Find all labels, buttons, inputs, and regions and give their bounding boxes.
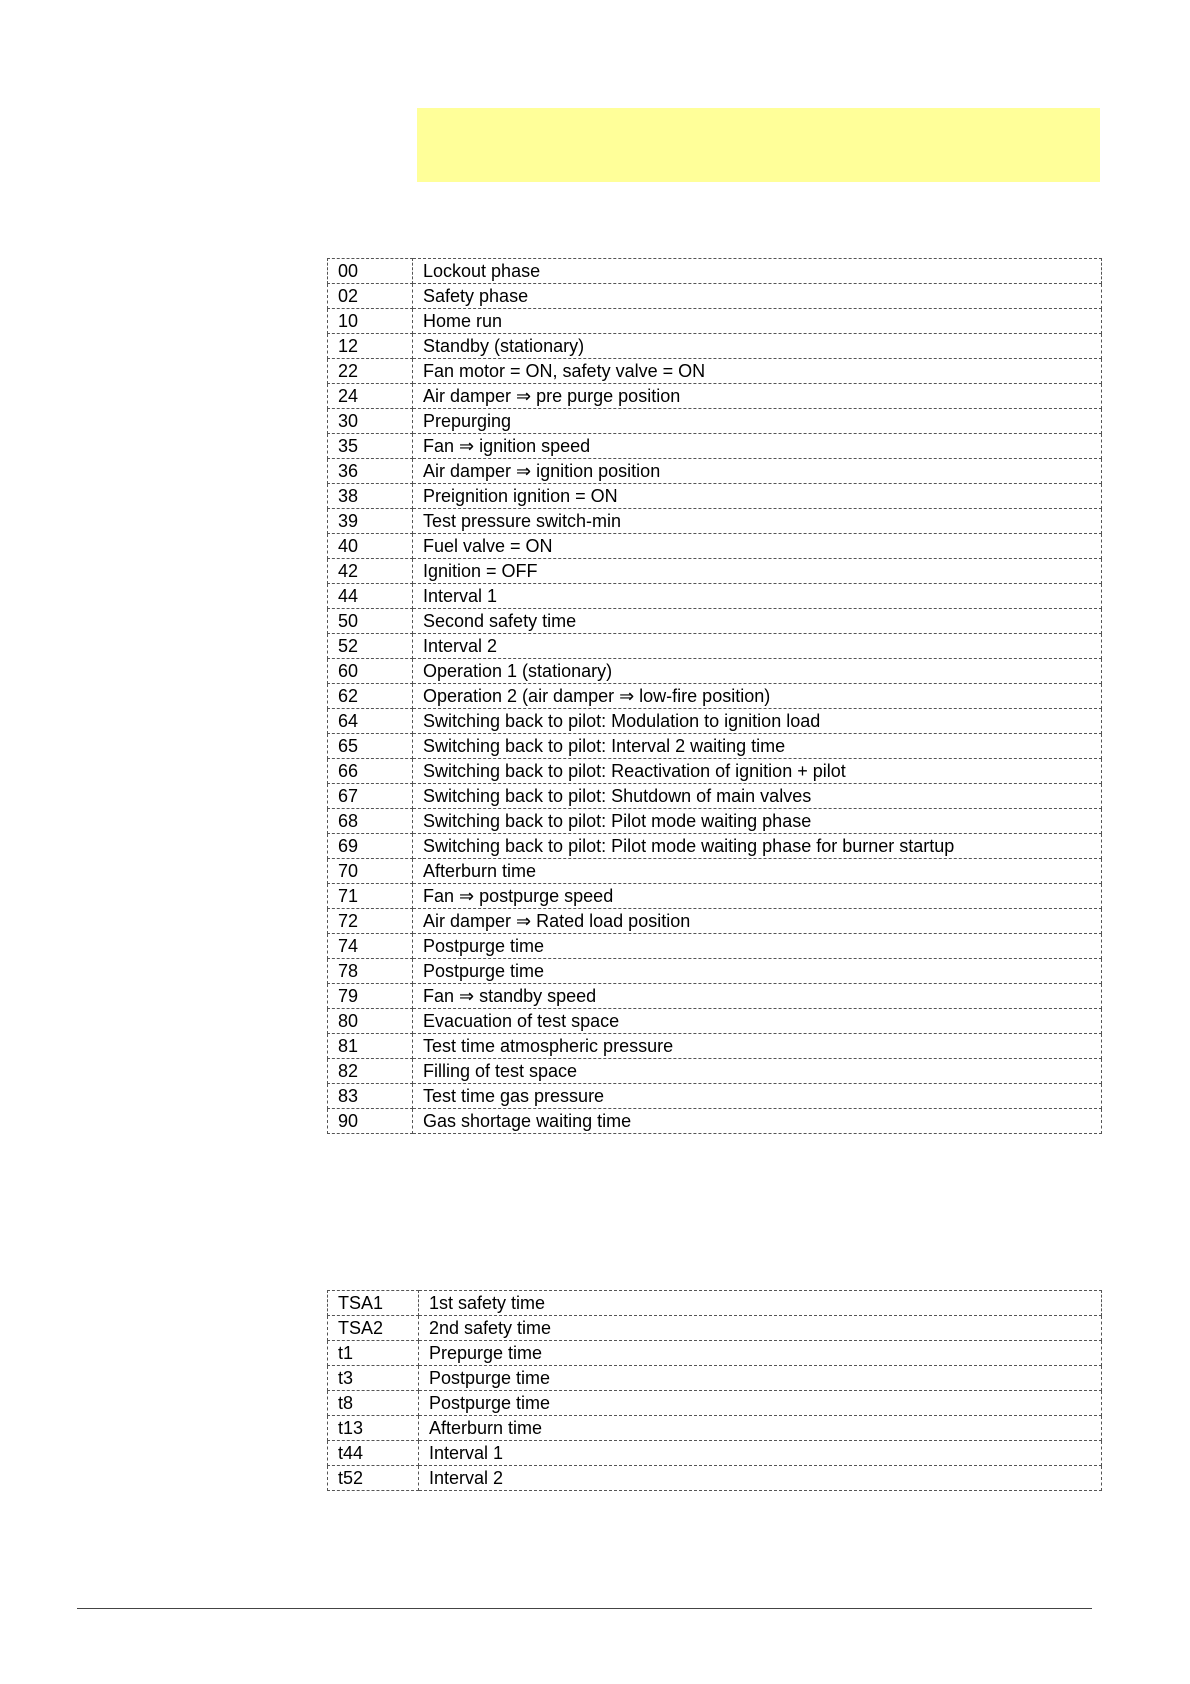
phase-code: 50 bbox=[328, 609, 413, 634]
phase-description: Fan ⇒ standby speed bbox=[413, 984, 1102, 1009]
phase-row bbox=[328, 1034, 1102, 1059]
phase-description: Switching back to pilot: Pilot mode waiting phase bbox=[413, 809, 1102, 834]
phase-code: 38 bbox=[328, 484, 413, 509]
phase-code: 74 bbox=[328, 934, 413, 959]
phase-description: Switching back to pilot: Pilot mode waiting phase for burner startup bbox=[413, 834, 1102, 859]
phase-code: 65 bbox=[328, 734, 413, 759]
phase-code: 64 bbox=[328, 709, 413, 734]
phase-description: Preignition ignition = ON bbox=[413, 484, 1102, 509]
time-code: t44 bbox=[328, 1441, 419, 1466]
phase-row bbox=[328, 434, 1102, 459]
phase-row bbox=[328, 909, 1102, 934]
time-description: Postpurge time bbox=[419, 1366, 1102, 1391]
phase-row bbox=[328, 559, 1102, 584]
phase-description: Afterburn time bbox=[413, 859, 1102, 884]
phase-description: Air damper ⇒ pre purge position bbox=[413, 384, 1102, 409]
phase-description: Lockout phase bbox=[413, 259, 1102, 284]
phase-description: Fuel valve = ON bbox=[413, 534, 1102, 559]
time-row bbox=[328, 1391, 1102, 1416]
phase-row bbox=[328, 659, 1102, 684]
phase-row bbox=[328, 934, 1102, 959]
time-description: Afterburn time bbox=[419, 1416, 1102, 1441]
phase-description: Evacuation of test space bbox=[413, 1009, 1102, 1034]
phase-code: 42 bbox=[328, 559, 413, 584]
time-description: Postpurge time bbox=[419, 1391, 1102, 1416]
time-code: TSA1 bbox=[328, 1291, 419, 1316]
time-row bbox=[328, 1466, 1102, 1491]
phase-code: 81 bbox=[328, 1034, 413, 1059]
phase-row bbox=[328, 984, 1102, 1009]
phase-code: 52 bbox=[328, 634, 413, 659]
phase-row bbox=[328, 759, 1102, 784]
phase-code: 12 bbox=[328, 334, 413, 359]
phase-description: Operation 1 (stationary) bbox=[413, 659, 1102, 684]
phase-description: Gas shortage waiting time bbox=[413, 1109, 1102, 1134]
phase-code: 40 bbox=[328, 534, 413, 559]
phase-row bbox=[328, 734, 1102, 759]
phase-description: Switching back to pilot: Interval 2 waiting time bbox=[413, 734, 1102, 759]
phase-row bbox=[328, 284, 1102, 309]
phase-code: 60 bbox=[328, 659, 413, 684]
phase-row bbox=[328, 334, 1102, 359]
phase-code: 72 bbox=[328, 909, 413, 934]
phase-description: Fan ⇒ postpurge speed bbox=[413, 884, 1102, 909]
time-row bbox=[328, 1316, 1102, 1341]
phase-description: Switching back to pilot: Modulation to ignition load bbox=[413, 709, 1102, 734]
phase-description: Test pressure switch-min bbox=[413, 509, 1102, 534]
phase-description: Switching back to pilot: Shutdown of main valves bbox=[413, 784, 1102, 809]
phase-row bbox=[328, 884, 1102, 909]
time-code: t8 bbox=[328, 1391, 419, 1416]
phase-row bbox=[328, 834, 1102, 859]
phase-description: Safety phase bbox=[413, 284, 1102, 309]
footer-rule bbox=[77, 1608, 1092, 1609]
phase-code: 70 bbox=[328, 859, 413, 884]
phase-code: 10 bbox=[328, 309, 413, 334]
phase-row bbox=[328, 384, 1102, 409]
phase-row bbox=[328, 1109, 1102, 1134]
phase-row bbox=[328, 959, 1102, 984]
phase-description: Fan motor = ON, safety valve = ON bbox=[413, 359, 1102, 384]
phase-row bbox=[328, 859, 1102, 884]
time-code: t13 bbox=[328, 1416, 419, 1441]
phase-description: Air damper ⇒ Rated load position bbox=[413, 909, 1102, 934]
time-row bbox=[328, 1366, 1102, 1391]
phase-row bbox=[328, 359, 1102, 384]
phase-code: 83 bbox=[328, 1084, 413, 1109]
phase-row bbox=[328, 509, 1102, 534]
phase-description: Interval 1 bbox=[413, 584, 1102, 609]
highlight-band bbox=[417, 108, 1100, 182]
phase-description: Interval 2 bbox=[413, 634, 1102, 659]
phase-code: 66 bbox=[328, 759, 413, 784]
phase-row bbox=[328, 584, 1102, 609]
phase-code: 22 bbox=[328, 359, 413, 384]
phase-code: 67 bbox=[328, 784, 413, 809]
time-code: TSA2 bbox=[328, 1316, 419, 1341]
phase-row bbox=[328, 1009, 1102, 1034]
phase-code: 36 bbox=[328, 459, 413, 484]
phase-row bbox=[328, 684, 1102, 709]
time-code: t3 bbox=[328, 1366, 419, 1391]
phase-description: Test time gas pressure bbox=[413, 1084, 1102, 1109]
phase-code: 39 bbox=[328, 509, 413, 534]
phase-description: Second safety time bbox=[413, 609, 1102, 634]
phase-code: 82 bbox=[328, 1059, 413, 1084]
phase-code: 71 bbox=[328, 884, 413, 909]
phase-row bbox=[328, 809, 1102, 834]
phase-code: 30 bbox=[328, 409, 413, 434]
time-table bbox=[327, 1290, 1102, 1491]
phase-code: 35 bbox=[328, 434, 413, 459]
phase-row bbox=[328, 1084, 1102, 1109]
phase-description: Standby (stationary) bbox=[413, 334, 1102, 359]
time-description: 2nd safety time bbox=[419, 1316, 1102, 1341]
phase-code: 79 bbox=[328, 984, 413, 1009]
phase-description: Operation 2 (air damper ⇒ low-fire position) bbox=[413, 684, 1102, 709]
time-table-body bbox=[328, 1291, 1102, 1491]
phase-description: Air damper ⇒ ignition position bbox=[413, 459, 1102, 484]
phase-code: 00 bbox=[328, 259, 413, 284]
phase-table bbox=[327, 258, 1102, 1134]
phase-row bbox=[328, 784, 1102, 809]
phase-row bbox=[328, 259, 1102, 284]
phase-table-body bbox=[328, 259, 1102, 1134]
time-row bbox=[328, 1291, 1102, 1316]
phase-code: 44 bbox=[328, 584, 413, 609]
time-row bbox=[328, 1341, 1102, 1366]
phase-description: Postpurge time bbox=[413, 934, 1102, 959]
time-description: 1st safety time bbox=[419, 1291, 1102, 1316]
phase-description: Home run bbox=[413, 309, 1102, 334]
phase-code: 80 bbox=[328, 1009, 413, 1034]
phase-code: 24 bbox=[328, 384, 413, 409]
time-code: t1 bbox=[328, 1341, 419, 1366]
phase-code: 78 bbox=[328, 959, 413, 984]
time-description: Interval 1 bbox=[419, 1441, 1102, 1466]
phase-description: Filling of test space bbox=[413, 1059, 1102, 1084]
time-description: Prepurge time bbox=[419, 1341, 1102, 1366]
phase-code: 62 bbox=[328, 684, 413, 709]
phase-row bbox=[328, 459, 1102, 484]
phase-row bbox=[328, 609, 1102, 634]
phase-row bbox=[328, 409, 1102, 434]
phase-code: 90 bbox=[328, 1109, 413, 1134]
phase-code: 02 bbox=[328, 284, 413, 309]
phase-description: Ignition = OFF bbox=[413, 559, 1102, 584]
phase-row bbox=[328, 1059, 1102, 1084]
phase-row bbox=[328, 309, 1102, 334]
phase-row bbox=[328, 534, 1102, 559]
time-row bbox=[328, 1416, 1102, 1441]
phase-description: Postpurge time bbox=[413, 959, 1102, 984]
phase-code: 69 bbox=[328, 834, 413, 859]
phase-description: Test time atmospheric pressure bbox=[413, 1034, 1102, 1059]
phase-code: 68 bbox=[328, 809, 413, 834]
phase-row bbox=[328, 709, 1102, 734]
phase-description: Fan ⇒ ignition speed bbox=[413, 434, 1102, 459]
phase-row bbox=[328, 484, 1102, 509]
phase-description: Switching back to pilot: Reactivation of ignition + pilot bbox=[413, 759, 1102, 784]
time-description: Interval 2 bbox=[419, 1466, 1102, 1491]
phase-row bbox=[328, 634, 1102, 659]
time-code: t52 bbox=[328, 1466, 419, 1491]
time-row bbox=[328, 1441, 1102, 1466]
phase-description: Prepurging bbox=[413, 409, 1102, 434]
